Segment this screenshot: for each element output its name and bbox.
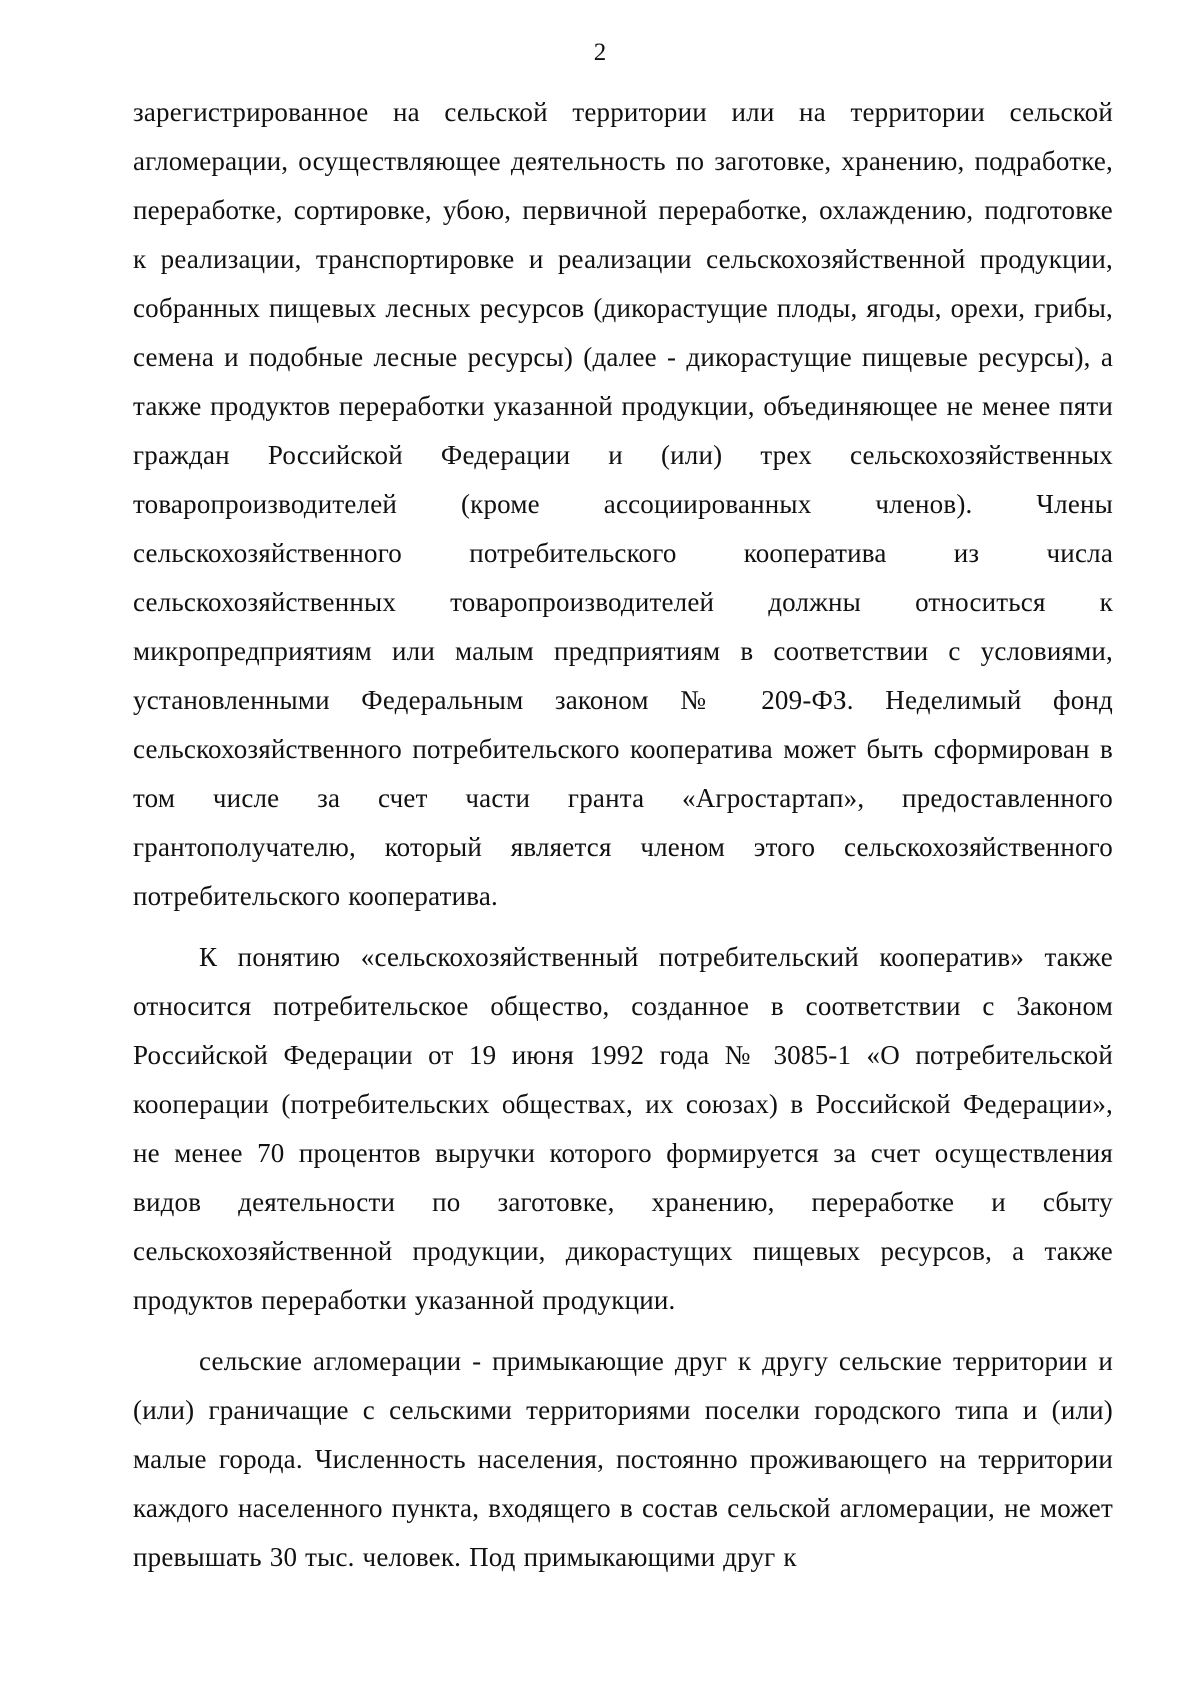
document-body bbox=[133, 88, 1113, 1594]
page-number: 2 bbox=[593, 39, 607, 66]
paragraph-2: К понятию «сельскохозяйственный потребительский кооператив» также относится потребительское общество, созданное в соответствии с Законом Российской Федерации от 19 июня 1992 года № 3085-1 «О потребительской кооперации (потребительских обществах, их союзах) в Российской Федерации», не менее 70 процентов выручки которого формируется за счет осуществления видов деятельности по заготовке, хранению, переработке и сбыту сельскохозяйственной продукции, дикорастущих пищевых ресурсов, а также продуктов переработки указанной продукции. bbox=[133, 942, 1113, 1315]
paragraph-3: сельские агломерации - примыкающие друг к другу сельские территории и (или) граничащие с сельскими территориями поселки городского типа и (или) малые города. Численность населения, постоянно проживающего на территории каждого населенного пункта, входящего в состав сельской агломерации, не может превышать 30 тыс. человек. Под примыкающими друг к bbox=[133, 1346, 1113, 1572]
paragraph-1: зарегистрированное на сельской территории или на территории сельской агломерации, осуществляющее деятельность по заготовке, хранению, подработке, переработке, сортировке, убою, первичной переработке, охлаждению, подготовке к реализации, транспортировке и реализации сельскохозяйственной продукции, собранных пищевых лесных ресурсов (дикорастущие плоды, ягоды, орехи, грибы, семена и подобные лесные ресурсы) (далее - дикорастущие пищевые ресурсы), а также продуктов переработки указанной продукции, объединяющее не менее пяти граждан Российской Федерации и (или) трех сельскохозяйственных товаропроизводителей (кроме ассоциированных членов). Члены сельскохозяйственного потребительского кооператива из числа сельскохозяйственных товаропроизводителей должны относиться к микропредприятиям или малым предприятиям в соответствии с условиями, установленными Федеральным законом № 209-ФЗ. Неделимый фонд сельскохозяйственного потребительского кооператива может быть сформирован в том числе за счет части гранта «Агростартап», предоставленного грантополучателю, который является членом этого сельскохозяйственного потребительского кооператива. bbox=[133, 97, 1113, 911]
